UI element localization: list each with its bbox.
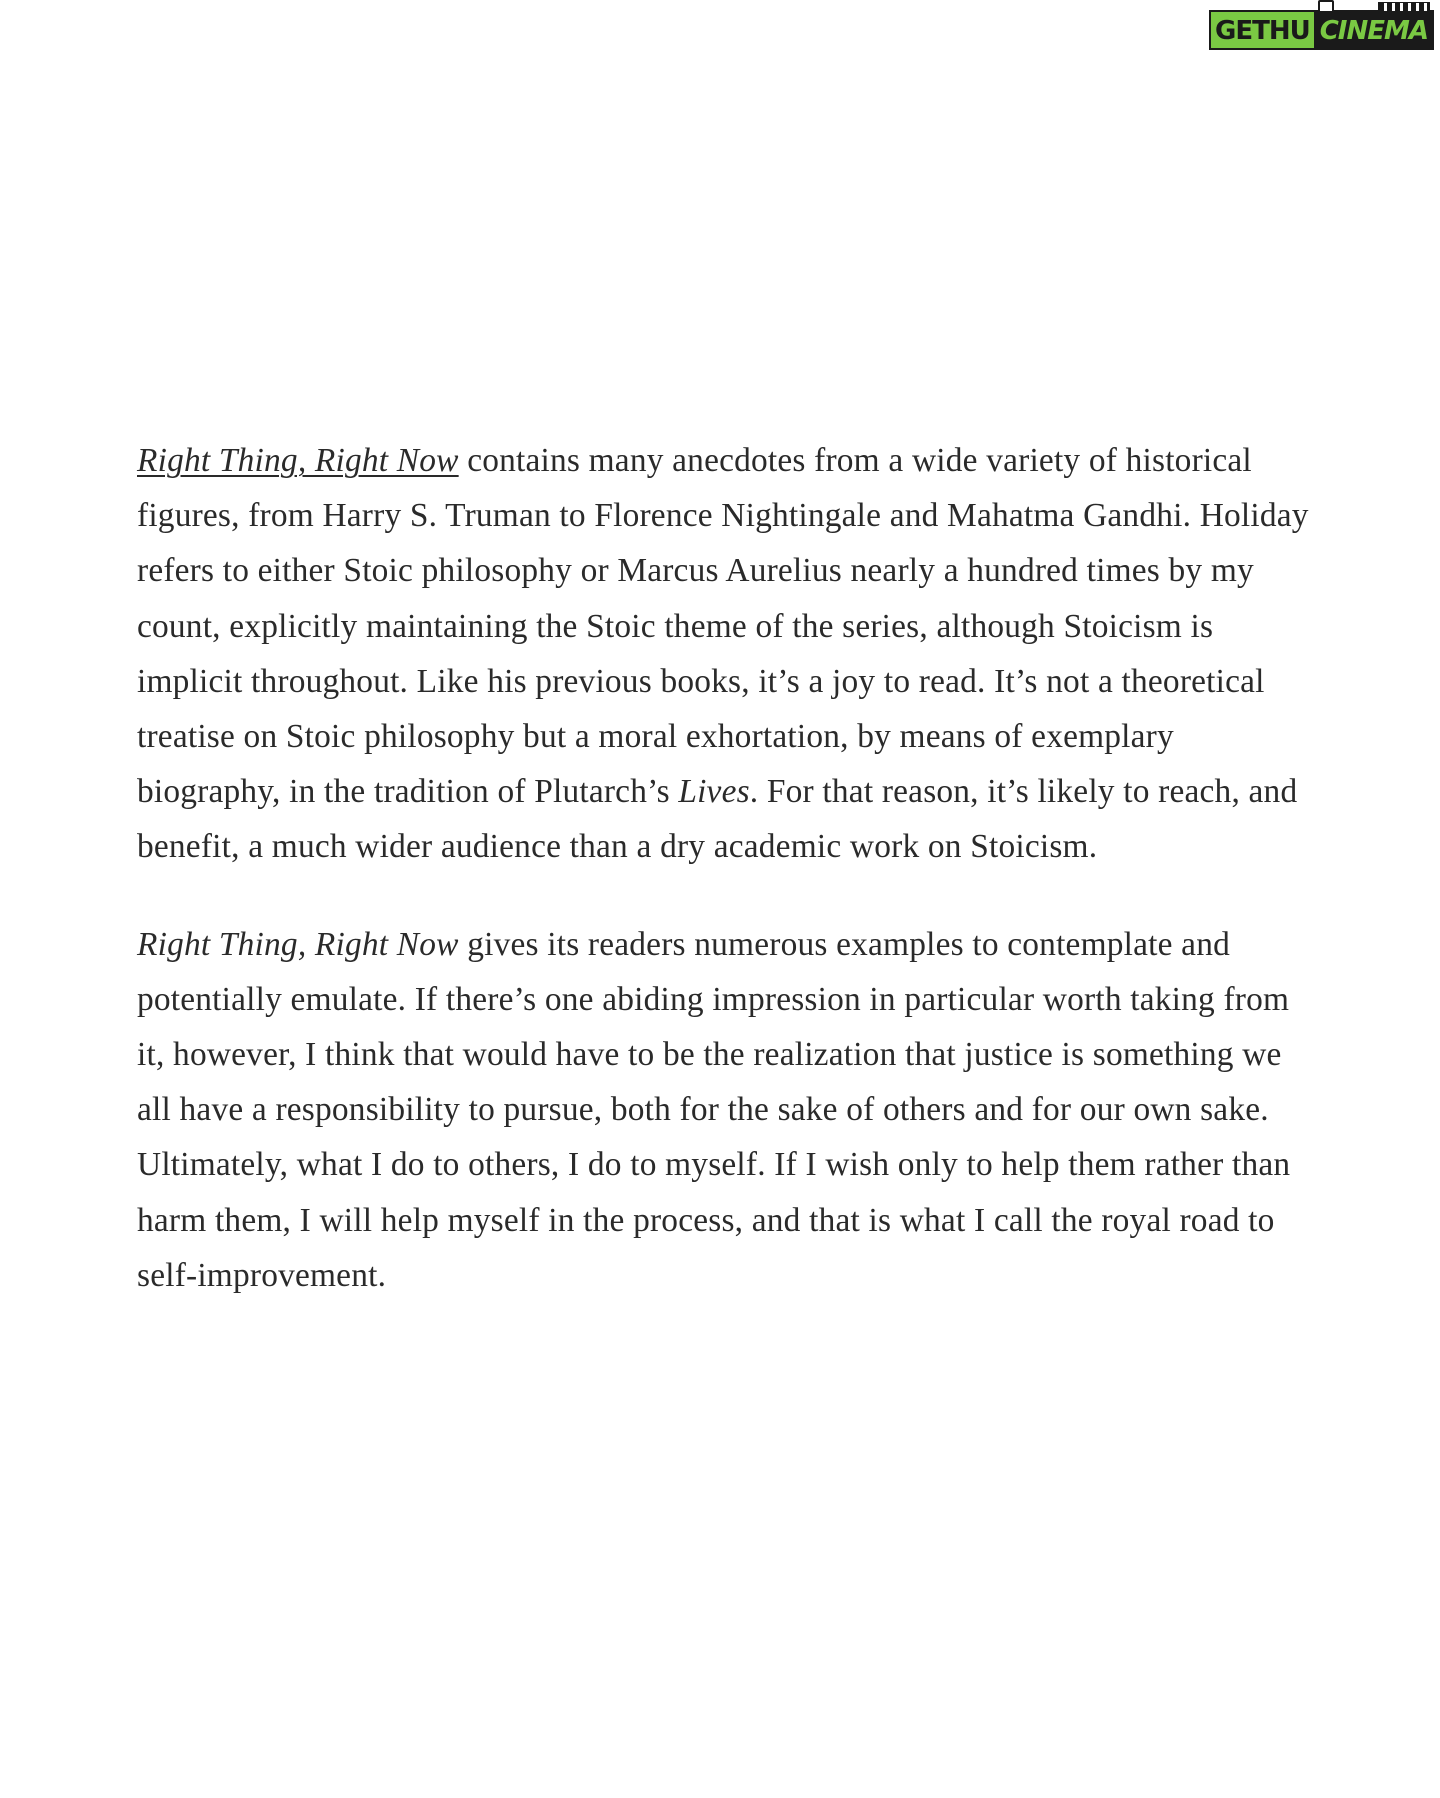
watermark-logo [1209, 10, 1434, 50]
paragraph-1-text-b: . For that reason, it’s likely to reach, and benefit, a much wider audience than a dry academic work on Stoicism. [137, 773, 1298, 866]
watermark-text-cinema [1314, 10, 1434, 50]
camera-icon [1318, 0, 1334, 13]
book-title-link[interactable]: Right Thing, Right Now [137, 442, 459, 479]
paragraph-1-text-a: contains many anecdotes from a wide variety of historical figures, from Harry S. Truman to Florence Nightingale and Mahatma Gandhi. Holiday refers to either Stoic philosophy or Marcus Aurelius nearly a hundred times by my count, explicitly maintaining the Stoic theme of the series, although Stoicism is implicit throughout. Like his previous books, it’s a joy to read. It’s not a theoretical treatise on Stoic philosophy but a moral exhortation, by means of exemplary biography, in the tradition of Plutarch’s [137, 442, 1309, 811]
article-body [137, 433, 1317, 1345]
paragraph-2-text: gives its readers numerous examples to contemplate and potentially emulate. If there’s one abiding impression in particular worth taking from it, however, I think that would have to be the realization that justice is something we all have a responsibility to pursue, both for the sake of others and for our own sake. Ultimately, what I do to others, I do to myself. If I wish only to help them rather than harm them, I will help myself in the process, and that is what I call the royal road to self-improvement. [137, 925, 1291, 1294]
paragraph-2 [137, 917, 1317, 1303]
book-title: Right Thing, Right Now [137, 925, 459, 963]
paragraph-1 [137, 433, 1317, 875]
lives-title: Lives [678, 773, 750, 811]
watermark-text-gethu: GETHU [1209, 10, 1314, 50]
watermark-cinema-label: CINEMA [1319, 16, 1428, 46]
film-strip-icon [1378, 2, 1430, 12]
